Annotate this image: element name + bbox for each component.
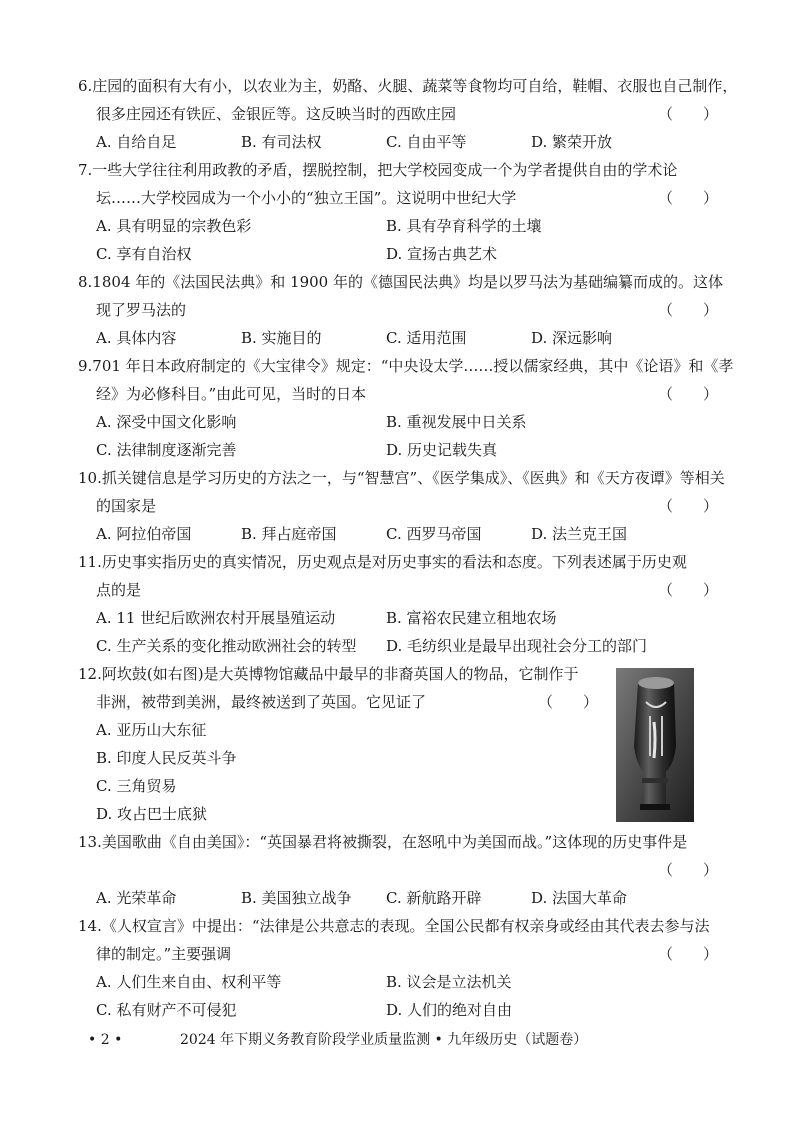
option-c: C. 法律制度逐渐完善	[96, 441, 237, 459]
option-b: B. 实施目的	[241, 329, 322, 347]
option-c: C. 享有自治权	[96, 245, 192, 263]
option-c: C. 私有财产不可侵犯	[96, 1001, 237, 1019]
option-a: A. 深受中国文化影响	[96, 413, 237, 431]
exam-title: 2024 年下期义务教育阶段学业质量监测 • 九年级历史（试题卷）	[180, 1032, 588, 1048]
answer-bracket: （ ）	[537, 693, 598, 711]
question-6	[78, 72, 738, 156]
options-row	[78, 324, 718, 352]
option-c: C. 三角贸易	[96, 777, 177, 795]
options-row	[78, 436, 718, 464]
option-a: A. 自给自足	[96, 133, 177, 151]
page-footer	[88, 1029, 708, 1049]
option-c: C. 生产关系的变化推动欧洲社会的转型	[96, 637, 357, 655]
question-stem-line: 13.美国歌曲《自由美国》：“英国暴君将被撕裂，在怒吼中为美国而战。”这体现的历史事件是	[78, 833, 688, 851]
option-c: C. 适用范围	[386, 329, 467, 347]
question-stem-line: 11.历史事实指历史的真实情况，历史观点是对历史事实的看法和态度。下列表述属于历史观	[78, 553, 687, 571]
option-d: D. 历史记载失真	[386, 441, 498, 459]
question-8	[78, 268, 723, 352]
question-stem-line: 经》为必修科目。”由此可见，当时的日本 （ ）	[78, 380, 718, 408]
option-d: D. 人们的绝对自由	[386, 1001, 513, 1019]
question-stem-line: 14.《人权宣言》中提出：“法律是公共意志的表现。全国公民都有权亲身或经由其代表去参与法	[78, 917, 710, 935]
options-row	[78, 604, 718, 632]
options-row	[78, 128, 718, 156]
option-d: D. 法国大革命	[531, 889, 628, 907]
question-stem-line: 6.庄园的面积有大有小，以农业为主，奶酪、火腿、蔬菜等食物均可自给，鞋帽、衣服也自己制作，	[78, 77, 738, 95]
option-d: D. 毛纺织业是最早出现社会分工的部门	[386, 637, 648, 655]
question-14	[78, 912, 718, 1024]
option-d: D. 繁荣开放	[531, 133, 613, 151]
question-stem-line: 7.一些大学往往利用政教的矛盾，摆脱控制，把大学校园变成一个为学者提供自由的学术论	[78, 161, 678, 179]
question-13	[78, 828, 718, 912]
option-a: A. 具体内容	[96, 329, 177, 347]
options-row	[78, 996, 718, 1024]
option-a: A. 阿拉伯帝国	[96, 525, 192, 543]
question-stem-line: 现了罗马法的 （ ）	[78, 296, 718, 324]
option-a: A. 11 世纪后欧洲农村开展垦殖运动	[96, 609, 336, 627]
question-stem-line: 12.阿坎鼓(如右图)是大英博物馆藏品中最早的非裔英国人的物品，它制作于	[78, 665, 579, 683]
question-stem-line: 点的是 （ ）	[78, 576, 718, 604]
page-number: • 2 •	[88, 1032, 123, 1048]
question-7	[78, 156, 718, 268]
answer-bracket: （ ）	[657, 945, 718, 963]
option-c: C. 自由平等	[386, 133, 467, 151]
options-row	[78, 408, 718, 436]
answer-bracket: （ ）	[657, 581, 718, 599]
answer-bracket-line	[78, 856, 718, 884]
answer-bracket: （ ）	[657, 861, 718, 879]
question-12	[78, 660, 598, 828]
options-row	[78, 968, 718, 996]
answer-bracket: （ ）	[657, 105, 718, 123]
answer-bracket: （ ）	[657, 385, 718, 403]
question-stem-line: 8.1804 年的《法国民法典》和 1900 年的《德国民法典》均是以罗马法为基础编纂而成的。这体	[78, 273, 723, 291]
option-d: D. 宣扬古典艺术	[386, 245, 498, 263]
option-d: D. 法兰克王国	[531, 525, 628, 543]
options-row	[78, 884, 718, 912]
akan-drum-photo	[616, 668, 694, 822]
question-stem-line: 的国家是 （ ）	[78, 492, 718, 520]
option-b: B. 印度人民反英斗争	[96, 749, 237, 767]
question-stem-line: 律的制定。”主要强调 （ ）	[78, 940, 718, 968]
options-row	[78, 520, 718, 548]
options-row	[78, 632, 718, 660]
option-d: D. 深远影响	[531, 329, 613, 347]
option-b: B. 议会是立法机关	[386, 973, 512, 991]
question-stem-line: 很多庄园还有铁匠、金银匠等。这反映当时的西欧庄园 （ ）	[78, 100, 718, 128]
answer-bracket: （ ）	[657, 497, 718, 515]
question-10	[78, 464, 725, 548]
question-9	[78, 352, 734, 464]
options-row	[78, 212, 718, 240]
answer-bracket: （ ）	[657, 189, 718, 207]
option-a: A. 具有明显的宗教色彩	[96, 217, 252, 235]
option-a: A. 人们生来自由、权利平等	[96, 973, 282, 991]
option-c: C. 新航路开辟	[386, 889, 482, 907]
option-b: B. 美国独立战争	[241, 889, 352, 907]
question-stem-line: 10.抓关键信息是学习历史的方法之一，与“智慧宫”、《医学集成》、《医典》和《天方夜谭》等相关	[78, 469, 725, 487]
question-11	[78, 548, 718, 660]
option-b: B. 有司法权	[241, 133, 322, 151]
option-d: D. 攻占巴士底狱	[96, 805, 208, 823]
options-row	[78, 240, 718, 268]
option-b: B. 重视发展中日关系	[386, 413, 527, 431]
question-stem-line: 9.701 年日本政府制定的《大宝律令》规定：“中央设太学……授以儒家经典，其中《论语》和《孝	[78, 357, 734, 375]
question-stem-line: 坛……大学校园成为一个小小的“独立王国”。这说明中世纪大学 （ ）	[78, 184, 718, 212]
option-c: C. 西罗马帝国	[386, 525, 482, 543]
answer-bracket: （ ）	[657, 301, 718, 319]
option-b: B. 具有孕育科学的土壤	[386, 217, 542, 235]
option-b: B. 拜占庭帝国	[241, 525, 337, 543]
option-a: A. 亚历山大东征	[96, 721, 207, 739]
question-stem-line: 非洲，被带到美洲，最终被送到了英国。它见证了 （ ）	[78, 688, 598, 716]
option-b: B. 富裕农民建立租地农场	[386, 609, 557, 627]
option-a: A. 光荣革命	[96, 889, 177, 907]
